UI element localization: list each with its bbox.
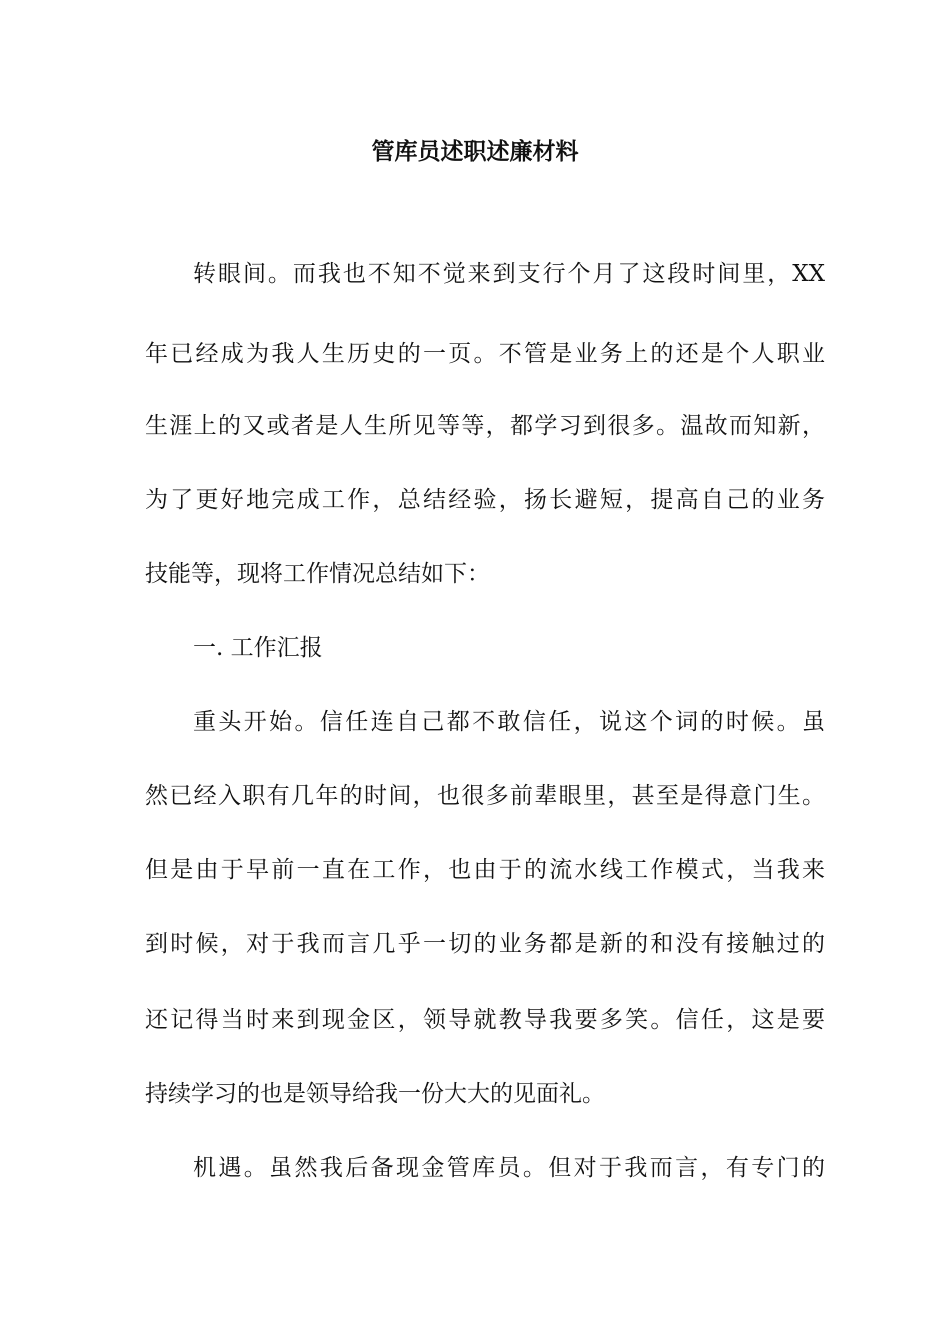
paragraph-line: 年已经成为我人生历史的一页。不管是业务上的还是个人职业 (145, 341, 825, 367)
paragraph-line: 到时候，对于我而言几乎一切的业务都是新的和没有接触过的 (145, 931, 825, 957)
paragraph-line: 还记得当时来到现金区，领导就教导我要多笑。信任，这是要 (145, 1007, 825, 1033)
paragraph-line: 转眼间。而我也不知不觉来到支行个月了这段时间里，XX (193, 261, 825, 287)
paragraph-line: 重头开始。信任连自己都不敢信任，说这个词的时候。虽 (193, 709, 825, 735)
paragraph-line: 机遇。虽然我后备现金管库员。但对于我而言，有专门的 (193, 1155, 825, 1181)
section-heading: 一. 工作汇报 (193, 635, 323, 661)
paragraph-line: 持续学习的也是领导给我一份大大的见面礼。 (145, 1081, 605, 1107)
paragraph-line: 然已经入职有几年的时间，也很多前辈眼里，甚至是得意门生。 (145, 783, 825, 809)
paragraph-line: 为了更好地完成工作，总结经验，扬长避短，提高自己的业务 (145, 487, 825, 513)
document-title: 管库员述职述廉材料 (371, 138, 579, 165)
paragraph-line: 技能等，现将工作情况总结如下： (145, 561, 490, 587)
paragraph-line: 但是由于早前一直在工作，也由于的流水线工作模式，当我来 (145, 857, 825, 883)
paragraph-line: 生涯上的又或者是人生所见等等，都学习到很多。温故而知新， (145, 413, 825, 439)
